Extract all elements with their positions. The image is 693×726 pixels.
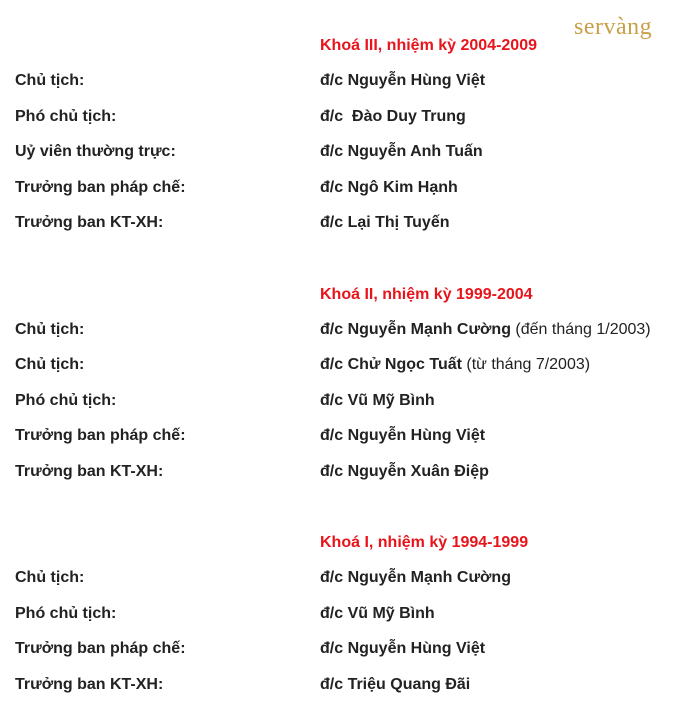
member-note: (đến tháng 1/2003): [510, 321, 651, 338]
member-name-text: đ/c Nguyễn Mạnh Cường: [320, 569, 511, 586]
member-name-text: đ/c Ngô Kim Hạnh: [320, 179, 458, 196]
position-label: Trưởng ban KT-XH:: [15, 676, 164, 693]
member-name: [320, 214, 450, 232]
member-name: [320, 427, 485, 445]
position-label: Phó chủ tịch:: [15, 392, 117, 409]
position-label: Trưởng ban pháp chế:: [15, 179, 186, 196]
position-label: Uỷ viên thường trực:: [15, 143, 176, 160]
member-name: [320, 676, 470, 694]
member-name-text: đ/c Nguyễn Hùng Việt: [320, 72, 486, 89]
member-name-text: đ/c Nguyễn Hùng Việt: [320, 427, 486, 444]
member-name: [320, 640, 485, 658]
term-title-3: Khoá III, nhiệm kỳ 2004-2009: [320, 37, 537, 54]
member-name: [320, 392, 435, 410]
member-name: [320, 463, 489, 481]
position-label: Phó chủ tịch:: [15, 108, 117, 125]
member-name: [320, 605, 435, 623]
member-name-text: đ/c Nguyễn Mạnh Cường: [320, 321, 511, 338]
position-label: Trưởng ban KT-XH:: [15, 463, 164, 480]
member-name: [320, 143, 483, 161]
term-title-2: Khoá II, nhiệm kỳ 1999-2004: [320, 286, 533, 303]
member-name: [320, 569, 511, 587]
position-label: Trưởng ban pháp chế:: [15, 640, 186, 657]
member-name-text: đ/c Nguyễn Anh Tuấn: [320, 143, 483, 160]
member-name: [320, 179, 458, 197]
member-name: [320, 72, 485, 90]
position-label: Chủ tịch:: [15, 72, 85, 89]
member-name-text: đ/c Vũ Mỹ Bình: [320, 392, 435, 409]
member-name: [320, 356, 590, 374]
position-label: Chủ tịch:: [15, 321, 85, 338]
member-name-text: đ/c Chử Ngọc Tuất: [320, 356, 462, 373]
term-title-1: Khoá I, nhiệm kỳ 1994-1999: [320, 534, 529, 551]
member-name-text: đ/c Vũ Mỹ Bình: [320, 605, 435, 622]
member-name-text: đ/c Nguyễn Xuân Điệp: [320, 463, 489, 480]
member-name-text: đ/c Đào Duy Trung: [320, 108, 466, 125]
member-name-text: đ/c Lại Thị Tuyến: [320, 214, 450, 231]
member-name-text: đ/c Triệu Quang Đãi: [320, 676, 471, 693]
member-name: [320, 108, 466, 126]
member-name-text: đ/c Nguyễn Hùng Việt: [320, 640, 486, 657]
position-label: Trưởng ban pháp chế:: [15, 427, 186, 444]
position-label: Chủ tịch:: [15, 569, 85, 586]
member-name: [320, 321, 651, 339]
position-label: Trưởng ban KT-XH:: [15, 214, 164, 231]
servang-logo: servàng: [574, 14, 653, 40]
member-note: (từ tháng 7/2003): [461, 356, 591, 373]
position-label: Chủ tịch:: [15, 356, 85, 373]
position-label: Phó chủ tịch:: [15, 605, 117, 622]
